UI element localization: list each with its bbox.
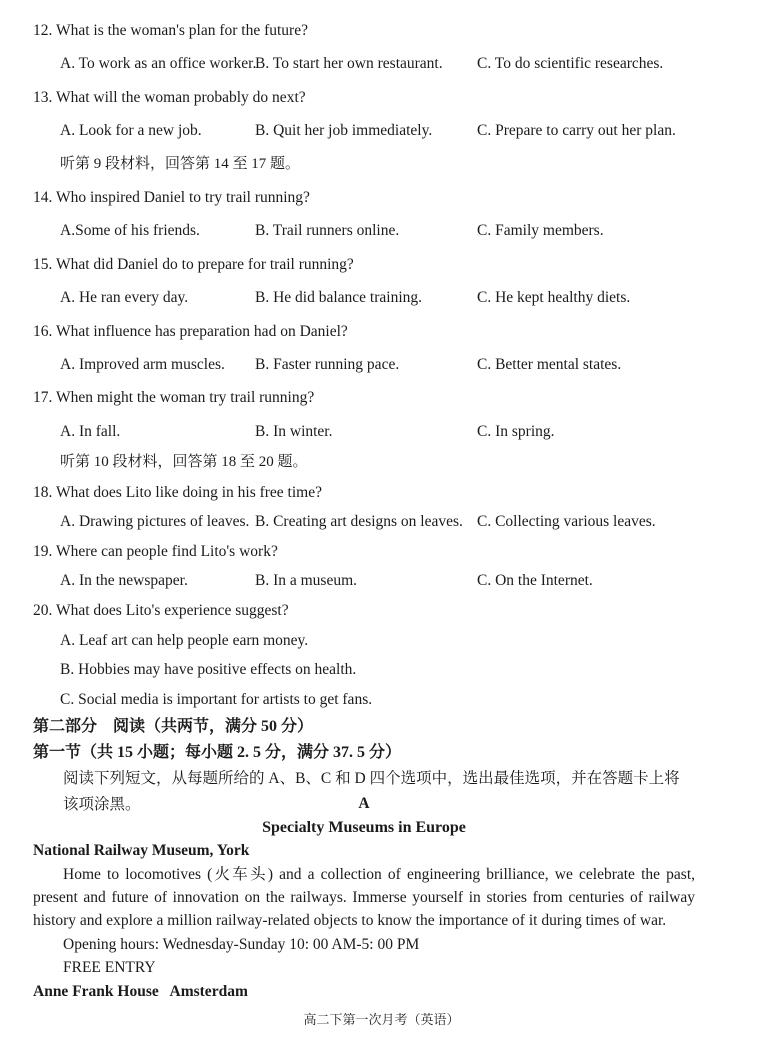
section1-header: 第一节（共 15 小题；每小题 2. 5 分，满分 37. 5 分）: [33, 744, 402, 762]
question-19-option-b: B. In a museum.: [255, 572, 358, 590]
question-13-option-c: C. Prepare to carry out her plan.: [477, 122, 676, 140]
question-14-options: [60, 214, 695, 247]
question-14: 14. Who inspired Daniel to try trail running?: [33, 188, 310, 206]
museum1-paragraph: Home to locomotives (火车头) and a collection of engineering brilliance, we celebrate the past, present and future of innovation on the railways. Immerse yourself in stories from centuries of railway history and explore a million railway-related objects to know the importance of it during times of war.: [33, 865, 695, 930]
question-16-option-b: B. Faster running pace.: [255, 355, 400, 373]
question-18-option-a: A. Drawing pictures of leaves.: [60, 513, 250, 531]
listening-section-part2: [33, 448, 695, 714]
question-12: 12. What is the woman's plan for the future?: [33, 22, 308, 39]
question-16-options: [60, 348, 695, 381]
question-15-options: [60, 281, 695, 314]
question-17-option-c: C. In spring.: [477, 422, 555, 440]
question-17-option-b: B. In winter.: [255, 422, 333, 440]
question-14-option-a: A.Some of his friends.: [60, 222, 200, 240]
reading-instructions: 阅读下列短文，从每题所给的 A、B、C 和 D 四个选项中，选出最佳选项，并在答题卡上将该项涂黑。: [63, 770, 680, 814]
question-18-option-b: B. Creating art designs on leaves.: [255, 513, 463, 531]
museum1-opening-hours: Opening hours: Wednesday-Sunday 10: 00 AM-5: 00 PM: [63, 935, 420, 953]
question-20-option-c: C. Social media is important for artists to get fans.: [60, 690, 373, 708]
question-13-option-a: A. Look for a new job.: [60, 122, 202, 140]
question-20-option-b: B. Hobbies may have positive effects on health.: [60, 661, 357, 679]
passage-title: Specialty Museums in Europe: [262, 818, 466, 836]
question-19-options: [60, 566, 695, 596]
listening-material-note-10: 听第 10 段材料，回答第 18 至 20 题。: [60, 454, 308, 471]
question-12-option-c: C. To do scientific researches.: [477, 55, 664, 73]
museum1-free-entry: FREE ENTRY: [63, 959, 156, 977]
question-15-option-b: B. He did balance training.: [255, 289, 423, 307]
question-12-option-b: B. To start her own restaurant.: [255, 55, 443, 73]
passage-label: A: [358, 795, 370, 813]
question-12-option-a: A. To work as an office worker.: [60, 55, 257, 73]
question-19-option-c: C. On the Internet.: [477, 572, 593, 590]
museum2-heading: Anne Frank House Amsterdam: [33, 982, 248, 1000]
question-17-option-a: A. In fall.: [60, 422, 121, 440]
question-19: 19. Where can people find Lito's work?: [33, 542, 278, 560]
question-13-options: [60, 114, 695, 147]
question-12-options: [60, 47, 695, 80]
question-18-option-c: C. Collecting various leaves.: [477, 513, 656, 531]
question-14-option-c: C. Family members.: [477, 222, 604, 240]
reading-section-headers: [33, 714, 695, 814]
question-14-option-b: B. Trail runners online.: [255, 222, 400, 240]
question-16-option-c: C. Better mental states.: [477, 355, 622, 373]
museum1-heading: National Railway Museum, York: [33, 842, 250, 860]
question-20: 20. What does Lito's experience suggest?: [33, 602, 289, 620]
question-17-options: [60, 415, 695, 448]
question-18-options: [60, 507, 695, 537]
question-17: 17. When might the woman try trail running?: [33, 389, 315, 407]
question-16: 16. What influence has preparation had on Daniel?: [33, 322, 348, 340]
passage-a: [33, 792, 695, 1003]
question-15-option-a: A. He ran every day.: [60, 289, 189, 307]
question-19-option-a: A. In the newspaper.: [60, 572, 188, 590]
question-20-option-a: A. Leaf art can help people earn money.: [60, 631, 309, 649]
question-13-option-b: B. Quit her job immediately.: [255, 122, 433, 140]
question-16-option-a: A. Improved arm muscles.: [60, 355, 225, 373]
question-13: 13. What will the woman probably do next?: [33, 88, 306, 106]
part2-header: 第二部分 阅读（共两节，满分 50 分）: [33, 718, 314, 736]
listening-section-part1: [33, 14, 695, 448]
question-15-option-c: C. He kept healthy diets.: [477, 289, 631, 307]
listening-material-note-9: 听第 9 段材料，回答第 14 至 17 题。: [60, 155, 301, 172]
question-15: 15. What did Daniel do to prepare for trail running?: [33, 255, 354, 273]
question-18: 18. What does Lito like doing in his free time?: [33, 483, 322, 501]
page-footer: 高二下第一次月考（英语）: [303, 1012, 460, 1027]
